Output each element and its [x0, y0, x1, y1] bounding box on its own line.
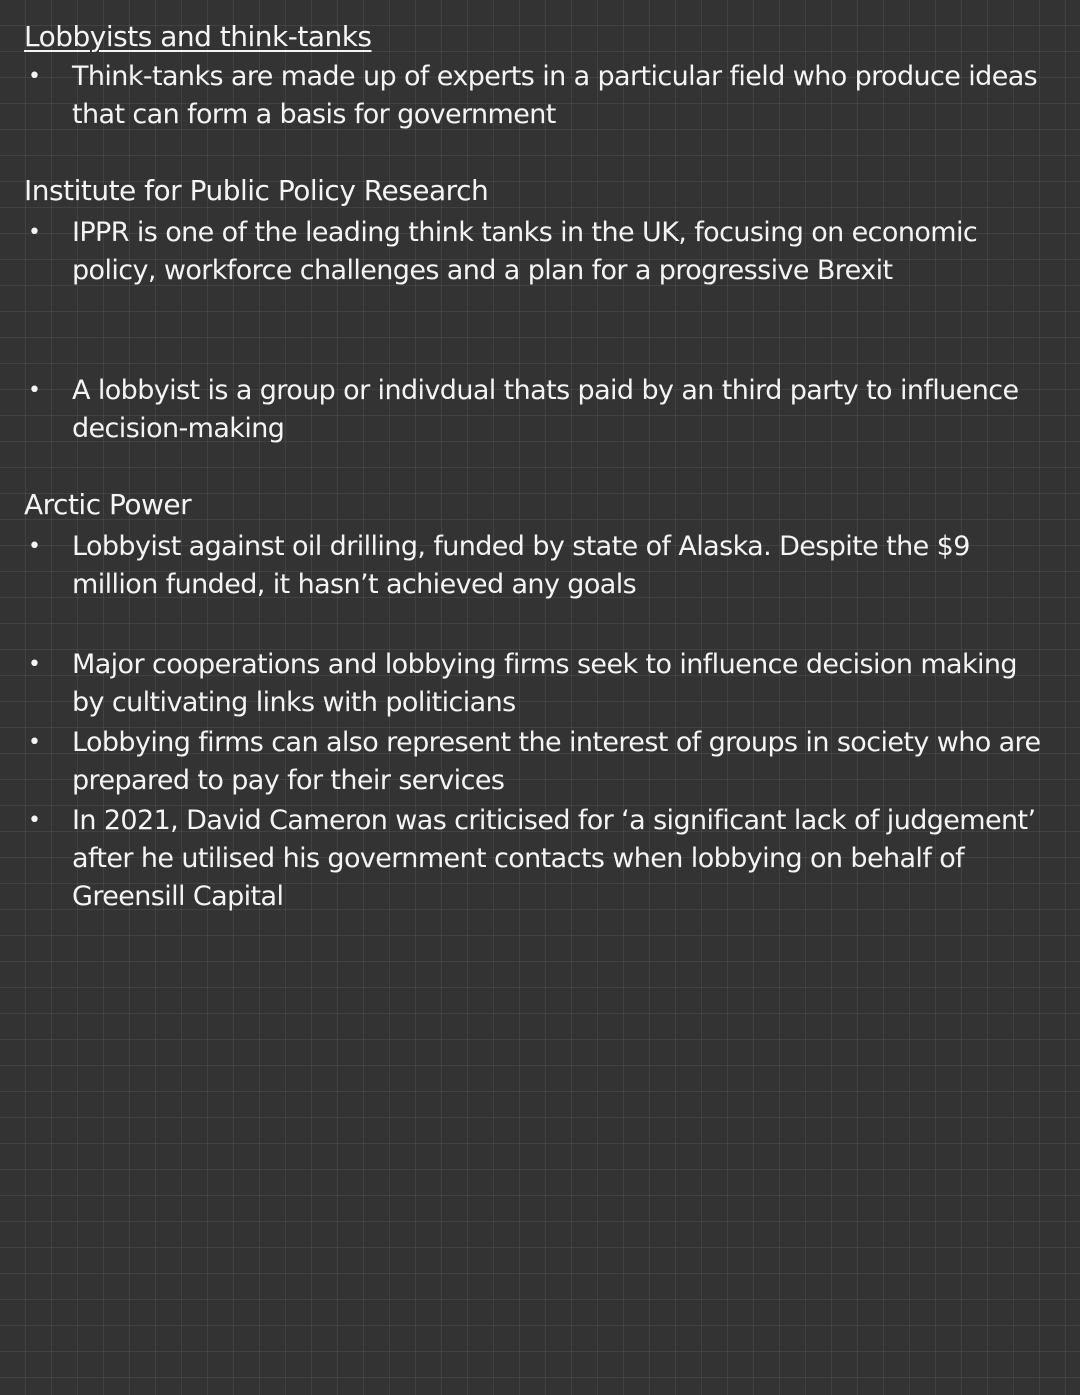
bullet-dot: • — [28, 64, 41, 89]
heading-lobbyists-think-tanks: Lobbyists and think-tanks — [24, 20, 372, 53]
bullet-text: Lobbyist against oil drilling, funded by state of Alaska. Despite the $9 million funded, it hasn’t achieved any goals — [72, 531, 970, 600]
bullet-dot: • — [28, 378, 41, 403]
heading-ippr: Institute for Public Policy Research — [24, 174, 489, 207]
bullet-dot: • — [28, 220, 41, 245]
bullet-dot: • — [28, 730, 41, 755]
bullet-text: Think-tanks are made up of experts in a particular field who produce ideas that can form a basis for government — [72, 61, 1038, 130]
bullet-dot: • — [28, 808, 41, 833]
bullet-dot: • — [28, 652, 41, 677]
bullet-text: Lobbying firms can also represent the interest of groups in society who are prepared to pay for their services — [72, 727, 1041, 796]
bullet-text: Major cooperations and lobbying firms seek to influence decision making by cultivating links with politicians — [72, 649, 1017, 718]
bullet-text: In 2021, David Cameron was criticised for ‘a significant lack of judgement’ after he utilised his government contacts when lobbying on behalf of Greensill Capital — [72, 805, 1036, 912]
bullet-text: IPPR is one of the leading think tanks in the UK, focusing on economic policy, workforce challenges and a plan for a progressive Brexit — [72, 217, 978, 286]
bullet-dot: • — [28, 534, 41, 559]
bullet-text: A lobbyist is a group or indivdual thats paid by an third party to influence decision-making — [72, 375, 1019, 444]
heading-arctic-power: Arctic Power — [24, 488, 192, 521]
